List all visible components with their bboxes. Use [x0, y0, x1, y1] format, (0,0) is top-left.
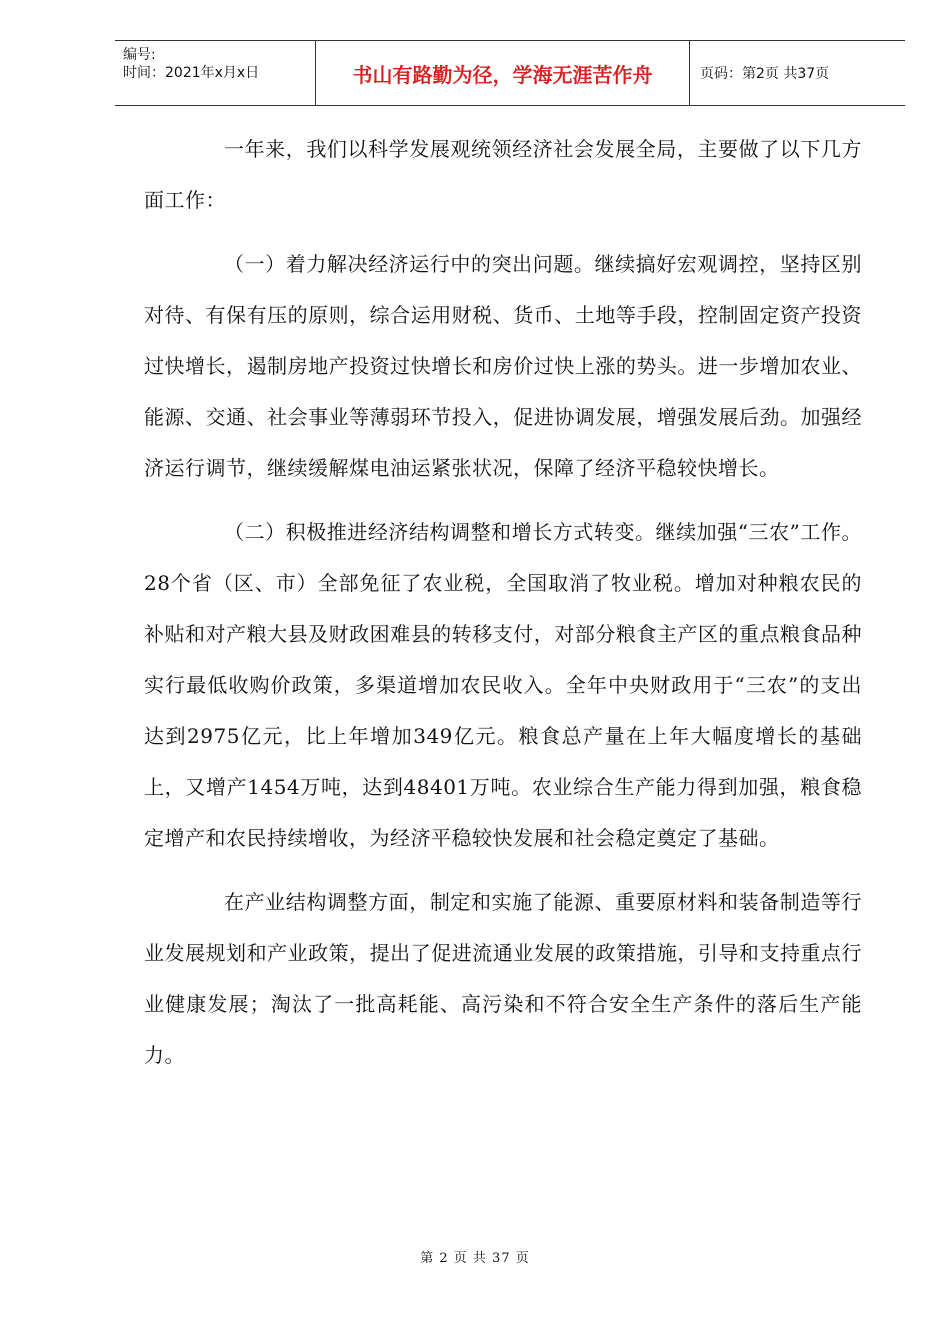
- page-footer: 第 2 页 共 37 页: [420, 1251, 530, 1266]
- body-paragraph-2: （一）着力解决经济运行中的突出问题。继续搞好宏观调控，坚持区别对待、有保有压的原则，综合运用财税、货币、土地等手段，控制固定资产投资过快增长，遏制房地产投资过快增长和房价过快上涨的势头。进一步增加农业、能源、交通、社会事业等薄弱环节投入，促进协调发展，增强发展后劲。加强经济运行调节，继续缓解煤电油运紧张状况，保障了经济平稳较快增长。: [144, 252, 862, 480]
- document-body: [144, 124, 862, 1081]
- body-paragraph-4: 在产业结构调整方面，制定和实施了能源、重要原材料和装备制造等行业发展规划和产业政策，提出了促进流通业发展的政策措施，引导和支持重点行业健康发展；淘汰了一批高耗能、高污染和不符合安全生产条件的落后生产能力。: [144, 890, 862, 1067]
- header-motto: 书山有路勤为径，学海无涯苦作舟: [316, 41, 690, 105]
- body-paragraph-3: （二）积极推进经济结构调整和增长方式转变。继续加强“三农”工作。28个省（区、市）全部免征了农业税，全国取消了牧业税。增加对种粮农民的补贴和对产粮大县及财政困难县的转移支付，对部分粮食主产区的重点粮食品种实行最低收购价政策，多渠道增加农民收入。全年中央财政用于“三农”的支出达到2975亿元，比上年增加349亿元。粮食总产量在上年大幅度增长的基础上，又增产1454万吨，达到48401万吨。农业综合生产能力得到加强，粮食稳定增产和农民持续增收，为经济平稳较快发展和社会稳定奠定了基础。: [144, 520, 862, 850]
- header-meta: [115, 41, 316, 105]
- header-page-info: 页码：第2页 共37页: [700, 66, 830, 82]
- body-paragraph-1: 一年来，我们以科学发展观统领经济社会发展全局，主要做了以下几方面工作：: [144, 137, 862, 212]
- document-number-label: 编号:: [123, 47, 156, 63]
- document-time-label: 时间：2021年x月x日: [123, 65, 260, 81]
- page-header: [115, 40, 905, 106]
